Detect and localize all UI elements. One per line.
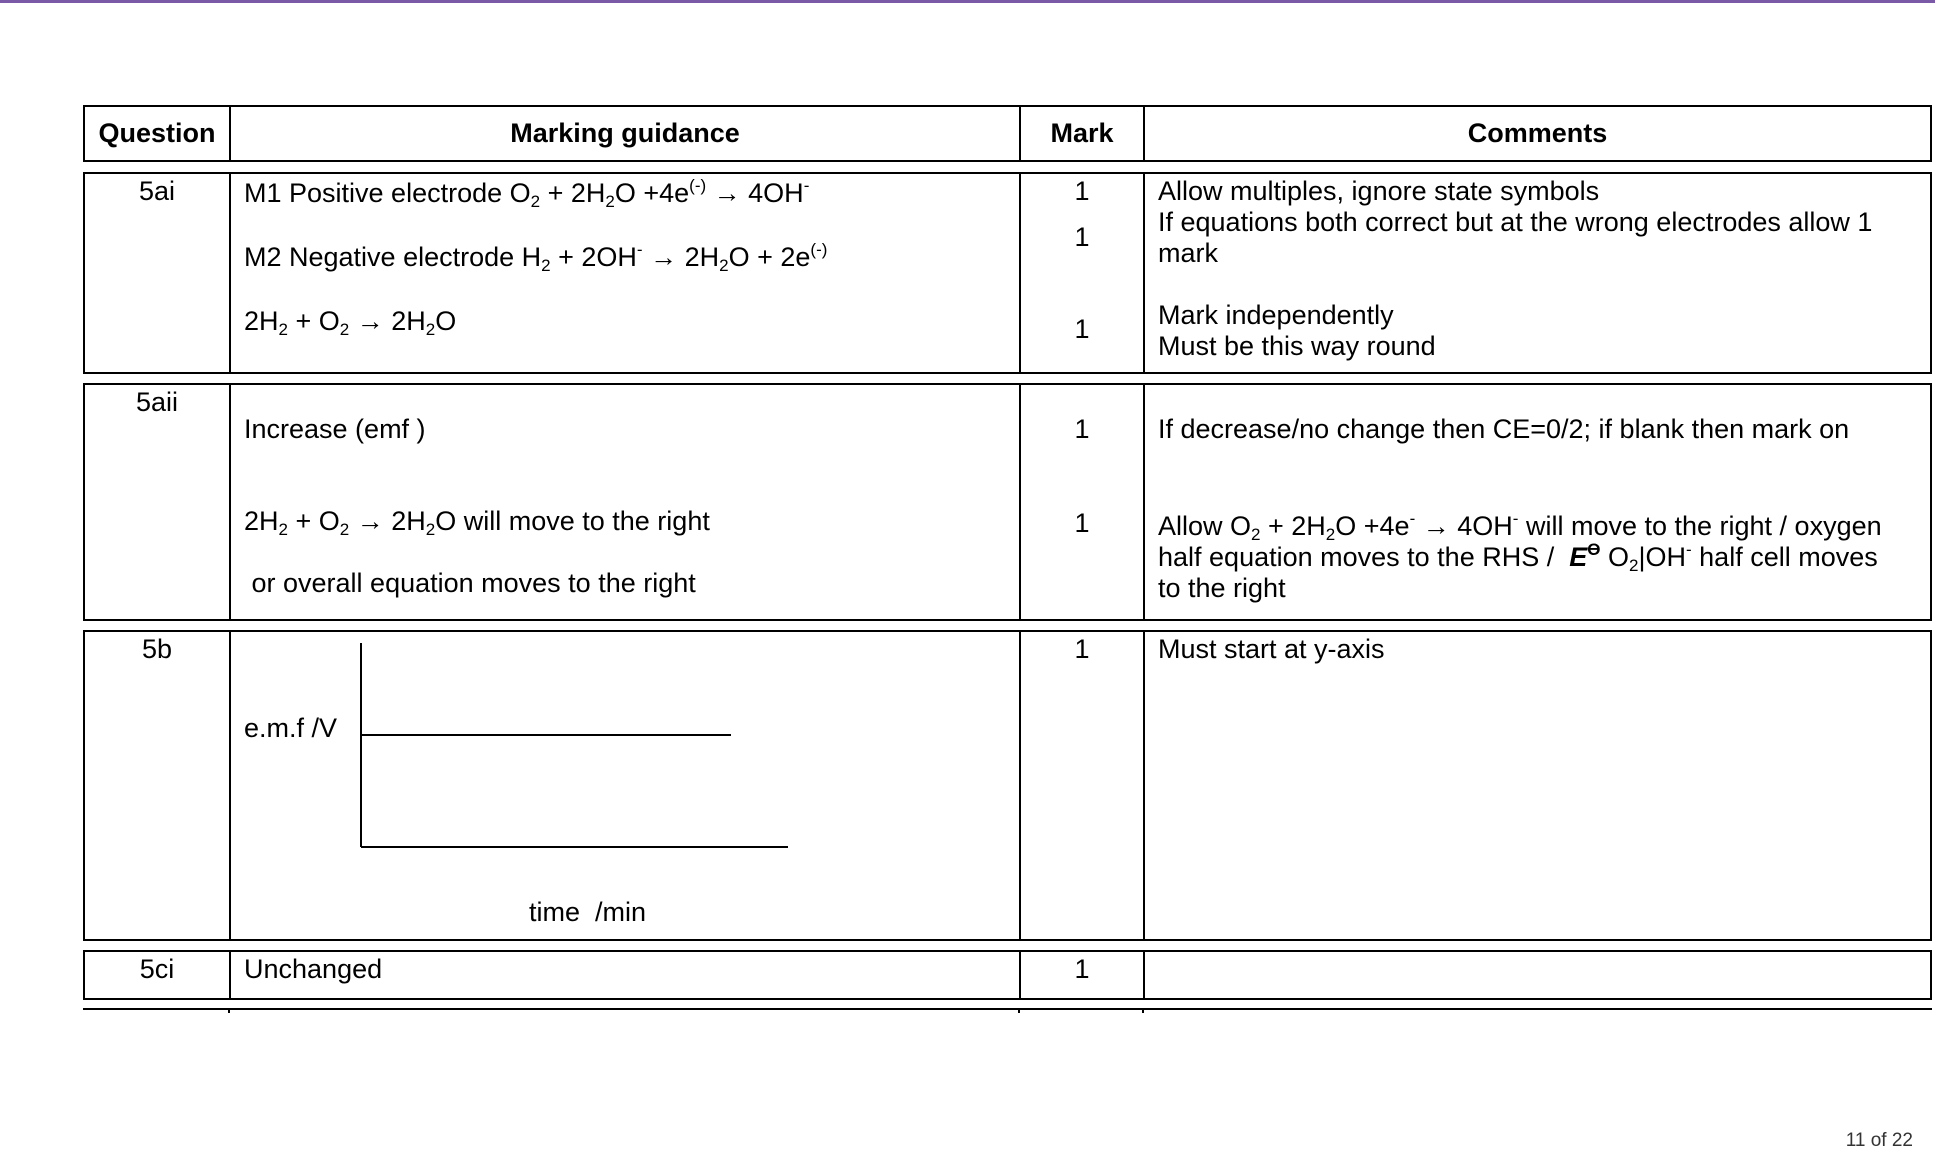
table-bottom-tick xyxy=(1018,1008,1020,1013)
question-number: 5b xyxy=(141,634,173,664)
mark-cell xyxy=(1021,632,1145,939)
mark-value: 1 xyxy=(1074,314,1090,344)
mark-value: 1 xyxy=(1074,634,1090,664)
comment-line: Must be this way round xyxy=(1158,331,1436,361)
comment-line: Must start at y-axis xyxy=(1158,634,1385,664)
comments-cell xyxy=(1145,385,1930,619)
table-bottom-tick xyxy=(1142,1008,1144,1013)
guidance-m1: M1 Positive electrode $O_2 + 2H_2O +4e^{(-)} \to 4OH^-$ xyxy=(244,176,810,211)
page-number: 11 of 22 xyxy=(1845,1130,1913,1151)
question-number: 5aii xyxy=(135,387,179,417)
mark-cell xyxy=(1021,174,1145,372)
question-cell xyxy=(85,632,231,939)
table-row-5b xyxy=(83,630,1932,941)
header-marking-guidance: Marking guidance xyxy=(231,107,1021,160)
question-number: 5ci xyxy=(139,954,175,984)
header-comments: Comments xyxy=(1467,118,1608,148)
table-header-row xyxy=(83,105,1932,162)
question-cell xyxy=(85,385,231,619)
graph-x-axis-label: time /min xyxy=(529,897,647,927)
table-row-5ci xyxy=(83,950,1932,1000)
guidance-equation: $2H_2 + O_2 \to 2H_2O$ will move to the right xyxy=(244,506,710,539)
table-row-5aii xyxy=(83,383,1932,621)
mark-value: 1 xyxy=(1074,954,1090,984)
guidance-cell xyxy=(231,952,1021,998)
top-border-line xyxy=(0,0,1935,3)
emf-time-sketch-graph xyxy=(231,632,1019,939)
guidance-cell xyxy=(231,385,1021,619)
guidance-overall-equation: $2H_2 + O_2 \to 2H_2O$ xyxy=(244,306,457,339)
comment-line: mark xyxy=(1158,238,1218,268)
question-cell xyxy=(85,952,231,998)
comment-line: half equation moves to the RHS / $E^ϴ$ $O_2|OH^-$ half cell moves xyxy=(1158,540,1878,575)
comment-line: Allow $O_2 + 2H_2O +4e^- \to 4OH^-$ will move to the right / oxygen xyxy=(1158,509,1882,544)
guidance-cell xyxy=(231,174,1021,372)
comment-line: If decrease/no change then CE=0/2; if blank then mark on xyxy=(1158,414,1850,444)
mark-cell xyxy=(1021,385,1145,619)
table-row-5ai xyxy=(83,172,1932,374)
guidance-cell xyxy=(231,632,1021,939)
graph-y-axis-label: e.m.f /V xyxy=(244,713,338,743)
comments-cell xyxy=(1145,632,1930,939)
comment-line: to the right xyxy=(1158,573,1286,603)
guidance-line: or overall equation moves to the right xyxy=(244,568,696,598)
mark-value: 1 xyxy=(1074,414,1090,444)
guidance-line: Unchanged xyxy=(244,954,383,984)
table-bottom-rule xyxy=(83,1008,1932,1010)
comment-line: Mark independently xyxy=(1158,300,1394,330)
comment-line: If equations both correct but at the wrong electrodes allow 1 xyxy=(1158,207,1873,237)
comments-cell xyxy=(1145,174,1930,372)
comment-line: Allow multiples, ignore state symbols xyxy=(1158,176,1600,206)
mark-value: 1 xyxy=(1074,508,1090,538)
question-cell xyxy=(85,174,231,372)
header-question: Question xyxy=(85,107,231,160)
mark-cell xyxy=(1021,952,1145,998)
comments-cell xyxy=(1145,952,1930,998)
mark-value: 1 xyxy=(1074,176,1090,206)
guidance-m2: M2 Negative electrode $H_2 + 2OH^- \to 2H_2O + 2e^{(-)}$ xyxy=(244,240,828,275)
table-bottom-tick xyxy=(228,1008,230,1013)
question-number: 5ai xyxy=(138,176,176,206)
mark-value: 1 xyxy=(1074,222,1090,252)
header-mark: Mark xyxy=(1021,107,1145,160)
guidance-line: Increase (emf ) xyxy=(244,414,426,444)
